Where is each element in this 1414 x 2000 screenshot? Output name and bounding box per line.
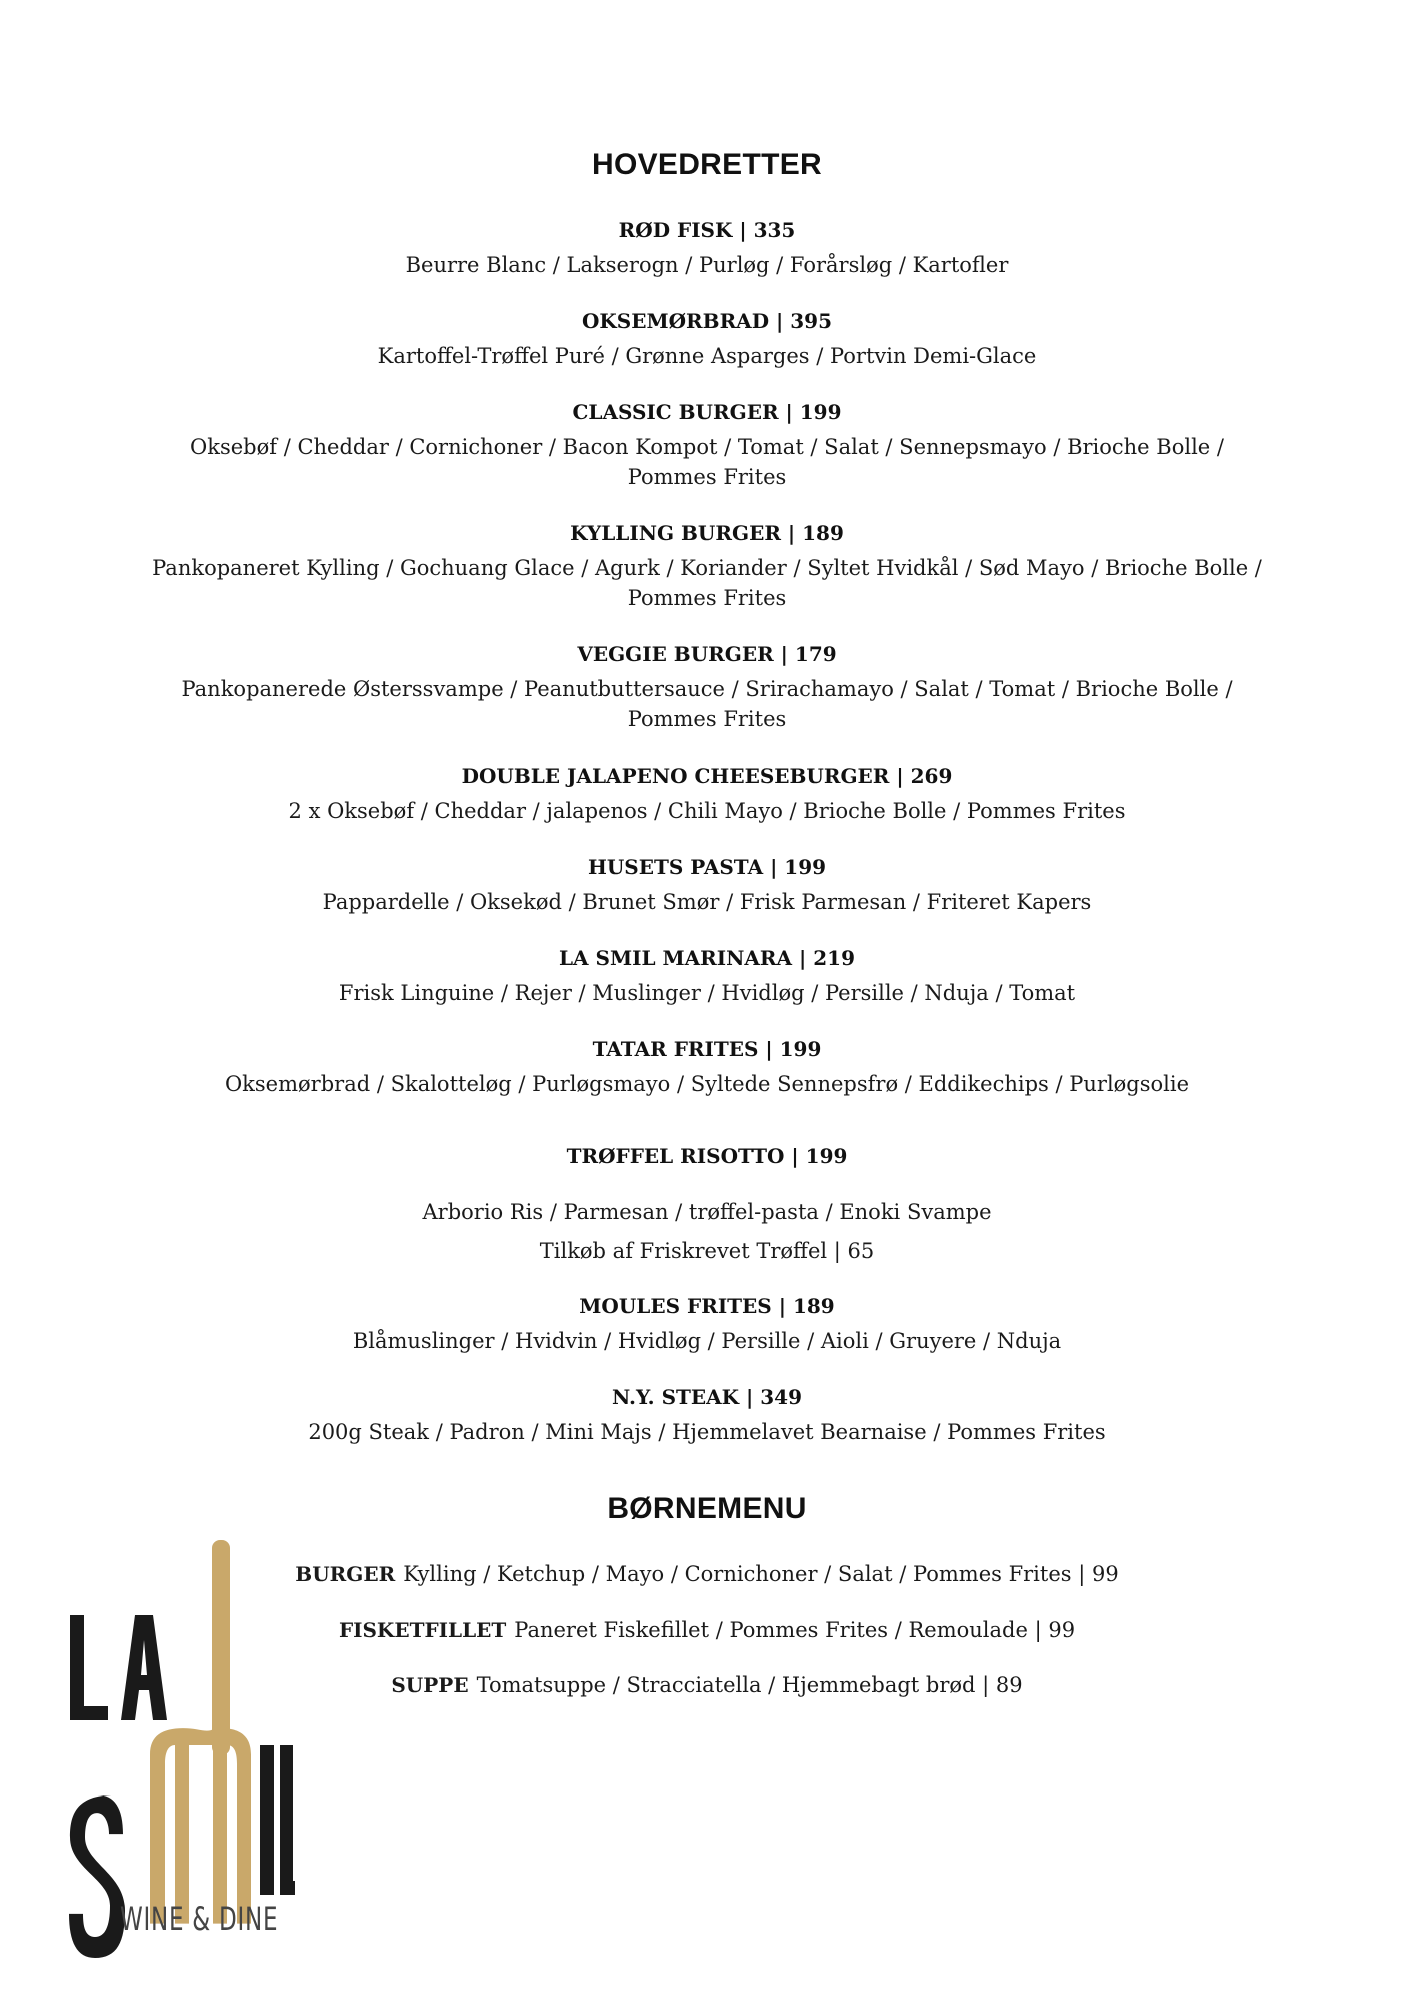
kids-item-name: BURGER (295, 1562, 396, 1586)
menu-item-addon: Tilkøb af Friskrevet Trøffel | 65 (539, 1239, 875, 1263)
menu-item-desc: Kartoffel-Trøffel Puré / Grønne Asparges / Portvin Demi-Glace (377, 344, 1037, 368)
kids-heading: BØRNEMENU (607, 1492, 807, 1525)
kids-item-desc: Paneret Fiskefillet / Pommes Frites / Remoulade | 99 (514, 1618, 1076, 1642)
menu-item-desc: 200g Steak / Padron / Mini Majs / Hjemmelavet Bearnaise / Pommes Frites (308, 1420, 1106, 1444)
main-heading: HOVEDRETTER (592, 148, 822, 181)
kids-item-name: FISKETFILLET (338, 1618, 507, 1642)
menu-item-desc: Arborio Ris / Parmesan / trøffel-pasta / Enoki Svampe (422, 1200, 992, 1224)
menu-item-desc: Frisk Linguine / Rejer / Muslinger / Hvidløg / Persille / Nduja / Tomat (338, 981, 1076, 1005)
menu-item-title: CLASSIC BURGER | 199 (572, 400, 842, 424)
menu-item-desc: Oksemørbrad / Skalotteløg / Purløgsmayo / Syltede Sennepsfrø / Eddikechips / Purløgsolie (224, 1072, 1190, 1096)
menu-item-title: N.Y. STEAK | 349 (611, 1385, 802, 1409)
logo-letter-a (121, 1615, 167, 1720)
menu-item-title: TRØFFEL RISOTTO | 199 (566, 1144, 848, 1168)
logo-letter-i (260, 1745, 274, 1895)
menu-item-desc: Pankopaneret Kylling / Gochuang Glace / Agurk / Koriander / Syltet Hvidkål / Sød Mayo / Brioche Bolle / Pommes Frites (152, 556, 1262, 610)
menu-item-desc: Pankopanerede Østerssvampe / Peanutbuttersauce / Srirachamayo / Salat / Tomat / Brioche Bolle / Pommes Frites (181, 677, 1233, 731)
menu-item-desc: Oksebøf / Cheddar / Cornichoner / Bacon Kompot / Tomat / Salat / Sennepsmayo / Brioche Bolle / Pommes Frites (190, 435, 1224, 489)
menu-item-title: HUSETS PASTA | 199 (587, 855, 827, 879)
menu-item-desc: Beurre Blanc / Lakserogn / Purløg / Forårsløg / Kartofler (405, 253, 1009, 277)
fork-icon (212, 1540, 230, 1755)
kids-item-desc: Kylling / Ketchup / Mayo / Cornichoner / Salat / Pommes Frites | 99 (403, 1562, 1119, 1586)
menu-item-title: OKSEMØRBRAD | 395 (581, 309, 832, 333)
logo-letter-l2 (280, 1745, 293, 1895)
menu-item-title: DOUBLE JALAPENO CHEESEBURGER | 269 (461, 764, 953, 788)
menu-item-title: LA SMIL MARINARA | 219 (558, 946, 856, 970)
logo-tagline: WINE & DINE (120, 1900, 279, 1938)
menu-item-title: VEGGIE BURGER | 179 (577, 642, 837, 666)
menu-item-desc: Pappardelle / Oksekød / Brunet Smør / Frisk Parmesan / Friteret Kapers (322, 890, 1092, 914)
logo-letter-l (70, 1615, 84, 1720)
logo-letter-m (150, 1728, 251, 1924)
menu-item-title: TATAR FRITES | 199 (592, 1037, 822, 1061)
menu-item-title: KYLLING BURGER | 189 (570, 521, 844, 545)
menu-item-title: MOULES FRITES | 189 (579, 1294, 835, 1318)
menu-item-desc: 2 x Oksebøf / Cheddar / jalapenos / Chili Mayo / Brioche Bolle / Pommes Frites (288, 799, 1126, 823)
kids-item-name: SUPPE (391, 1673, 469, 1697)
logo-letter-s (69, 1795, 125, 1958)
menu-item-desc: Blåmuslinger / Hvidvin / Hvidløg / Persille / Aioli / Gruyere / Nduja (352, 1329, 1062, 1353)
menu-item-title: RØD FISK | 335 (618, 218, 796, 242)
kids-item-desc: Tomatsuppe / Stracciatella / Hjemmebagt brød | 89 (476, 1673, 1023, 1697)
